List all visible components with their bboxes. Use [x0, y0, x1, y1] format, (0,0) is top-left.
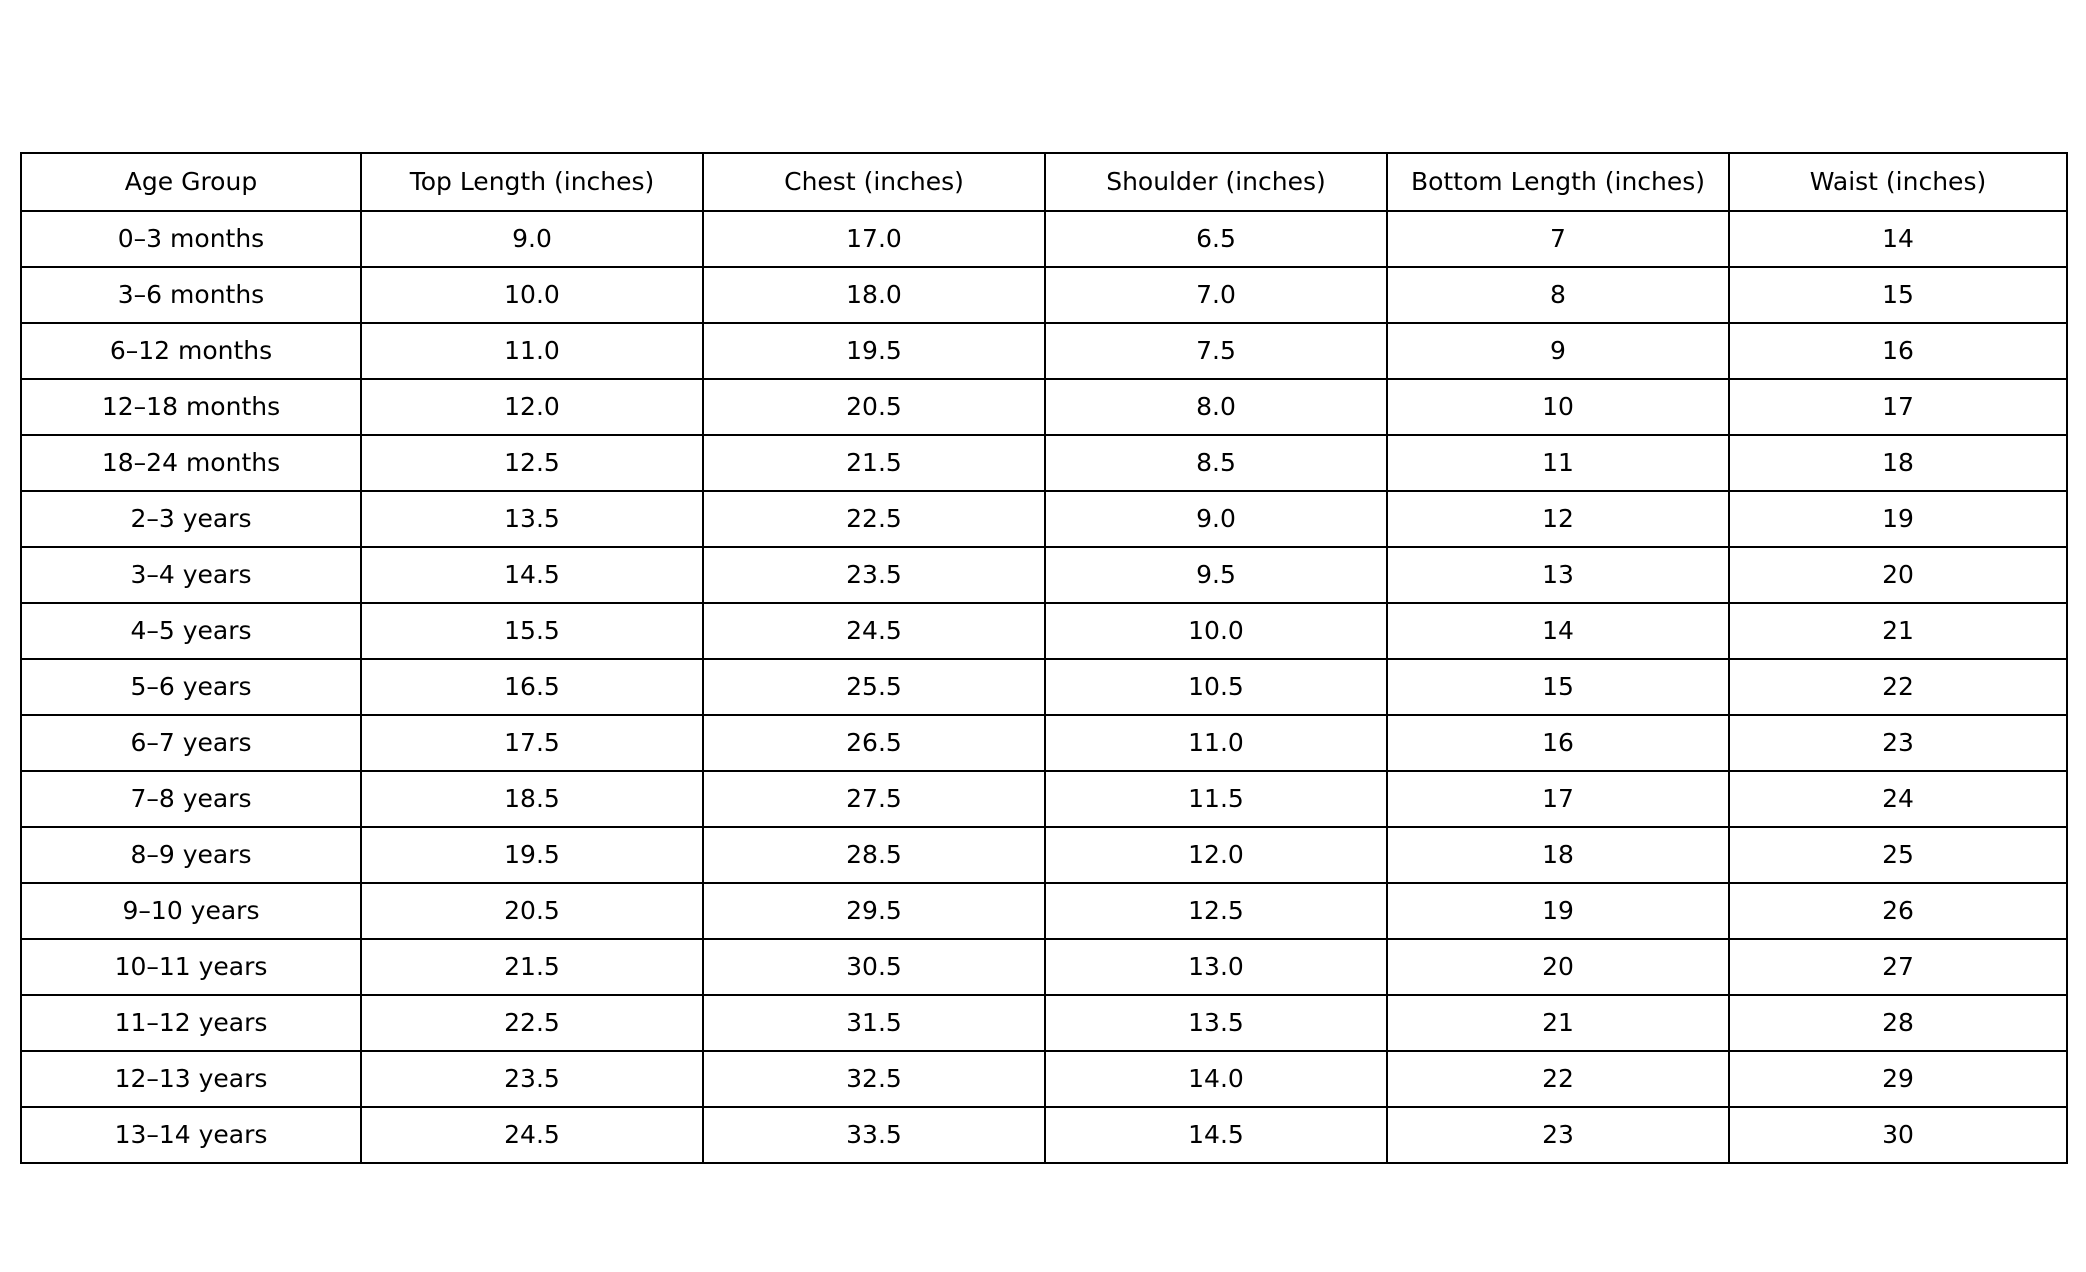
- cell-shoulder: 10.0: [1045, 603, 1387, 659]
- cell-bottom-length: 15: [1387, 659, 1729, 715]
- cell-age-group: 2–3 years: [21, 491, 361, 547]
- cell-shoulder: 13.0: [1045, 939, 1387, 995]
- table-row: [21, 827, 2067, 883]
- cell-waist: 21: [1729, 603, 2067, 659]
- cell-top-length: 23.5: [361, 1051, 703, 1107]
- column-header-bottom-length: Bottom Length (inches): [1387, 153, 1729, 211]
- table-row: [21, 379, 2067, 435]
- table-row: [21, 491, 2067, 547]
- cell-shoulder: 12.5: [1045, 883, 1387, 939]
- cell-shoulder: 11.0: [1045, 715, 1387, 771]
- cell-chest: 30.5: [703, 939, 1045, 995]
- table-row: [21, 1107, 2067, 1163]
- column-header-waist: Waist (inches): [1729, 153, 2067, 211]
- cell-top-length: 11.0: [361, 323, 703, 379]
- column-header-shoulder: Shoulder (inches): [1045, 153, 1387, 211]
- table-row: [21, 883, 2067, 939]
- cell-waist: 19: [1729, 491, 2067, 547]
- cell-top-length: 14.5: [361, 547, 703, 603]
- cell-chest: 18.0: [703, 267, 1045, 323]
- cell-top-length: 13.5: [361, 491, 703, 547]
- cell-waist: 17: [1729, 379, 2067, 435]
- cell-top-length: 20.5: [361, 883, 703, 939]
- cell-bottom-length: 23: [1387, 1107, 1729, 1163]
- cell-age-group: 4–5 years: [21, 603, 361, 659]
- cell-age-group: 11–12 years: [21, 995, 361, 1051]
- table-row: [21, 715, 2067, 771]
- table-row: [21, 659, 2067, 715]
- cell-bottom-length: 18: [1387, 827, 1729, 883]
- cell-chest: 31.5: [703, 995, 1045, 1051]
- cell-top-length: 12.0: [361, 379, 703, 435]
- table-row: [21, 211, 2067, 267]
- cell-top-length: 22.5: [361, 995, 703, 1051]
- cell-shoulder: 14.0: [1045, 1051, 1387, 1107]
- cell-waist: 25: [1729, 827, 2067, 883]
- cell-waist: 18: [1729, 435, 2067, 491]
- table-header: [21, 153, 2067, 211]
- cell-waist: 24: [1729, 771, 2067, 827]
- cell-top-length: 24.5: [361, 1107, 703, 1163]
- cell-bottom-length: 16: [1387, 715, 1729, 771]
- table-row: [21, 1051, 2067, 1107]
- table-row: [21, 939, 2067, 995]
- cell-chest: 27.5: [703, 771, 1045, 827]
- table-row: [21, 771, 2067, 827]
- cell-top-length: 17.5: [361, 715, 703, 771]
- cell-chest: 20.5: [703, 379, 1045, 435]
- cell-shoulder: 11.5: [1045, 771, 1387, 827]
- size-chart-table: [20, 152, 2068, 1164]
- cell-age-group: 8–9 years: [21, 827, 361, 883]
- cell-waist: 16: [1729, 323, 2067, 379]
- cell-chest: 17.0: [703, 211, 1045, 267]
- cell-chest: 25.5: [703, 659, 1045, 715]
- cell-chest: 32.5: [703, 1051, 1045, 1107]
- cell-age-group: 3–6 months: [21, 267, 361, 323]
- cell-bottom-length: 12: [1387, 491, 1729, 547]
- cell-shoulder: 10.5: [1045, 659, 1387, 715]
- cell-shoulder: 7.0: [1045, 267, 1387, 323]
- cell-waist: 27: [1729, 939, 2067, 995]
- cell-chest: 19.5: [703, 323, 1045, 379]
- cell-shoulder: 9.0: [1045, 491, 1387, 547]
- cell-age-group: 6–7 years: [21, 715, 361, 771]
- cell-top-length: 10.0: [361, 267, 703, 323]
- cell-shoulder: 7.5: [1045, 323, 1387, 379]
- table-body: [21, 211, 2067, 1163]
- table-row: [21, 267, 2067, 323]
- cell-shoulder: 14.5: [1045, 1107, 1387, 1163]
- cell-bottom-length: 8: [1387, 267, 1729, 323]
- cell-waist: 20: [1729, 547, 2067, 603]
- cell-age-group: 13–14 years: [21, 1107, 361, 1163]
- cell-bottom-length: 22: [1387, 1051, 1729, 1107]
- cell-bottom-length: 19: [1387, 883, 1729, 939]
- cell-bottom-length: 9: [1387, 323, 1729, 379]
- cell-age-group: 0–3 months: [21, 211, 361, 267]
- cell-top-length: 16.5: [361, 659, 703, 715]
- cell-bottom-length: 7: [1387, 211, 1729, 267]
- table-row: [21, 995, 2067, 1051]
- cell-shoulder: 9.5: [1045, 547, 1387, 603]
- cell-shoulder: 13.5: [1045, 995, 1387, 1051]
- column-header-age-group: Age Group: [21, 153, 361, 211]
- cell-age-group: 12–13 years: [21, 1051, 361, 1107]
- cell-chest: 21.5: [703, 435, 1045, 491]
- cell-waist: 14: [1729, 211, 2067, 267]
- cell-bottom-length: 17: [1387, 771, 1729, 827]
- cell-waist: 22: [1729, 659, 2067, 715]
- cell-age-group: 3–4 years: [21, 547, 361, 603]
- cell-chest: 22.5: [703, 491, 1045, 547]
- cell-age-group: 10–11 years: [21, 939, 361, 995]
- cell-age-group: 9–10 years: [21, 883, 361, 939]
- cell-top-length: 21.5: [361, 939, 703, 995]
- cell-bottom-length: 21: [1387, 995, 1729, 1051]
- cell-top-length: 18.5: [361, 771, 703, 827]
- table-row: [21, 603, 2067, 659]
- cell-waist: 15: [1729, 267, 2067, 323]
- cell-chest: 24.5: [703, 603, 1045, 659]
- column-header-top-length: Top Length (inches): [361, 153, 703, 211]
- cell-top-length: 12.5: [361, 435, 703, 491]
- table-header-row: [21, 153, 2067, 211]
- cell-chest: 26.5: [703, 715, 1045, 771]
- column-header-chest: Chest (inches): [703, 153, 1045, 211]
- cell-age-group: 18–24 months: [21, 435, 361, 491]
- cell-top-length: 9.0: [361, 211, 703, 267]
- cell-waist: 29: [1729, 1051, 2067, 1107]
- cell-age-group: 12–18 months: [21, 379, 361, 435]
- table-row: [21, 323, 2067, 379]
- cell-age-group: 5–6 years: [21, 659, 361, 715]
- cell-chest: 33.5: [703, 1107, 1045, 1163]
- cell-top-length: 19.5: [361, 827, 703, 883]
- cell-waist: 30: [1729, 1107, 2067, 1163]
- cell-chest: 29.5: [703, 883, 1045, 939]
- cell-waist: 28: [1729, 995, 2067, 1051]
- cell-chest: 28.5: [703, 827, 1045, 883]
- size-chart-container: [20, 152, 2066, 1164]
- cell-shoulder: 8.0: [1045, 379, 1387, 435]
- table-row: [21, 547, 2067, 603]
- table-row: [21, 435, 2067, 491]
- cell-shoulder: 6.5: [1045, 211, 1387, 267]
- cell-age-group: 6–12 months: [21, 323, 361, 379]
- cell-waist: 26: [1729, 883, 2067, 939]
- cell-chest: 23.5: [703, 547, 1045, 603]
- cell-bottom-length: 13: [1387, 547, 1729, 603]
- cell-bottom-length: 20: [1387, 939, 1729, 995]
- cell-top-length: 15.5: [361, 603, 703, 659]
- cell-shoulder: 12.0: [1045, 827, 1387, 883]
- cell-waist: 23: [1729, 715, 2067, 771]
- cell-shoulder: 8.5: [1045, 435, 1387, 491]
- cell-age-group: 7–8 years: [21, 771, 361, 827]
- cell-bottom-length: 14: [1387, 603, 1729, 659]
- cell-bottom-length: 10: [1387, 379, 1729, 435]
- cell-bottom-length: 11: [1387, 435, 1729, 491]
